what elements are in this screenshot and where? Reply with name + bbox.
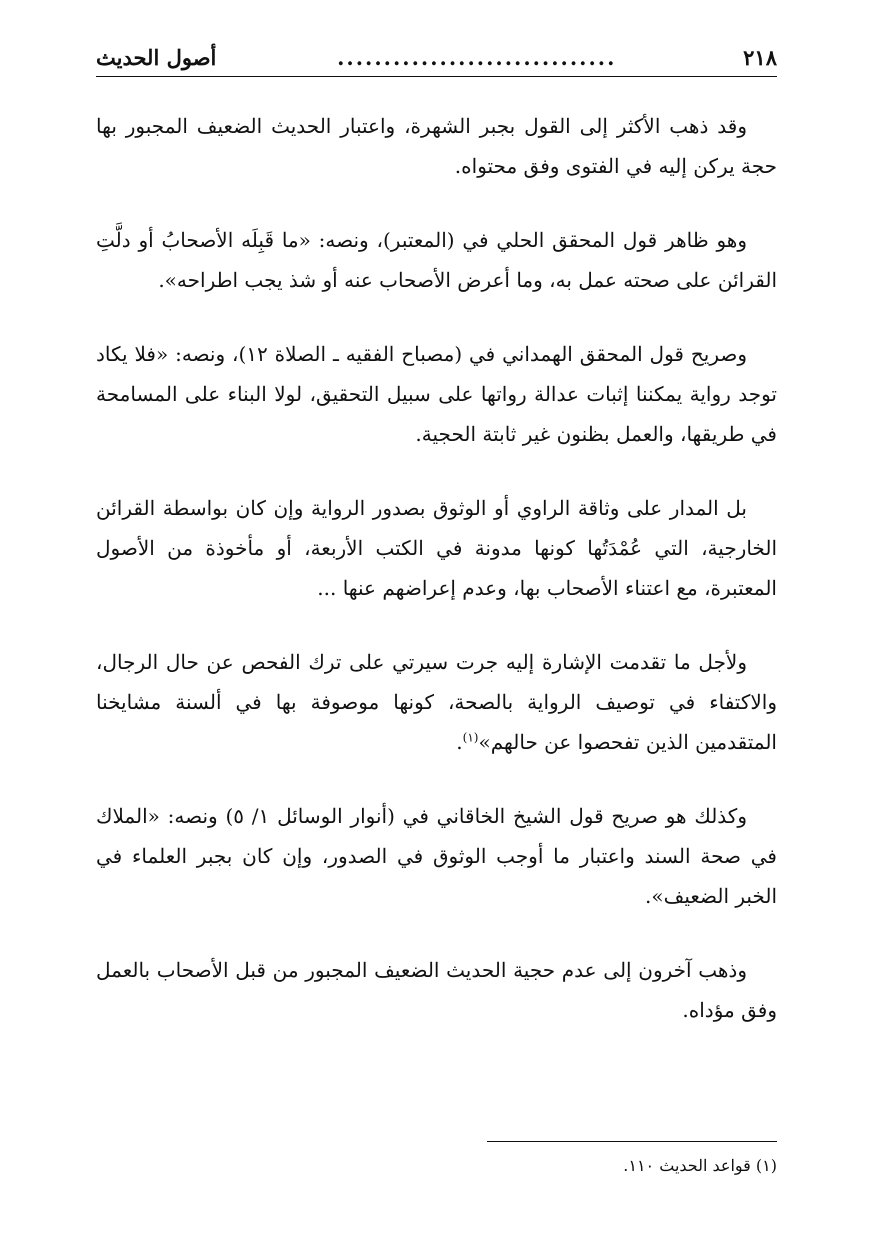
- footnote: (١) قواعد الحديث ١١٠.: [623, 1156, 777, 1175]
- paragraph: [96, 642, 777, 762]
- running-title: أصول الحديث: [96, 44, 217, 70]
- footnote-reference: (١): [462, 730, 479, 745]
- footnote-separator: [487, 1141, 777, 1142]
- paragraph: وهو ظاهر قول المحقق الحلي في (المعتبر)، ونصه: «ما قَبِلَه الأصحابُ أو دلَّتِ القرائن على صحته عمل به، وما أعرض الأصحاب عنه أو شذ يجب اطراحه».: [96, 228, 777, 292]
- paragraph: وقد ذهب الأكثر إلى القول بجبر الشهرة، واعتبار الحديث الضعيف المجبور بها حجة يركن إليه في الفتوى وفق محتواه.: [96, 114, 777, 178]
- body-text: [96, 106, 777, 1064]
- paragraph-end-period: .: [456, 730, 463, 754]
- page-number: ٢١٨: [743, 44, 777, 70]
- paragraph: وصريح قول المحقق الهمداني في (مصباح الفقيه ـ الصلاة ١٢)، ونصه: «فلا يكاد توجد رواية يمكننا إثبات عدالة رواتها على سبيل التحقيق، لولا البناء على المسامحة في طريقها، والعمل بظنون غير ثابتة الحجية.: [96, 342, 777, 446]
- header-leader-dots: ..............................: [337, 44, 617, 70]
- paragraph: وكذلك هو صريح قول الشيخ الخاقاني في (أنوار الوسائل ١/ ٥) ونصه: «الملاك في صحة السند واعتبار ما أوجب الوثوق في الصدور، وإن كان بجبر العلماء في الخبر الضعيف».: [96, 804, 777, 908]
- paragraph: بل المدار على وثاقة الراوي أو الوثوق بصدور الرواية وإن كان بواسطة القرائن الخارجية، التي عُمْدَتُها كونها مدونة في الكتب الأربعة، أو مأخوذة من الأصول المعتبرة، مع اعتناء الأصحاب بها، وعدم إعراضهم عنها ...: [96, 496, 777, 600]
- paragraph: وذهب آخرون إلى عدم حجية الحديث الضعيف المجبور من قبل الأصحاب بالعمل وفق مؤداه.: [96, 958, 777, 1022]
- page-header: [96, 38, 777, 77]
- paragraph-text: ولأجل ما تقدمت الإشارة إليه جرت سيرتي على ترك الفحص عن حال الرجال، والاكتفاء في توصيف الرواية بالصحة، كونها موصوفة بها في ألسنة مشايخنا المتقدمين الذين تفحصوا عن حالهم»: [96, 650, 777, 754]
